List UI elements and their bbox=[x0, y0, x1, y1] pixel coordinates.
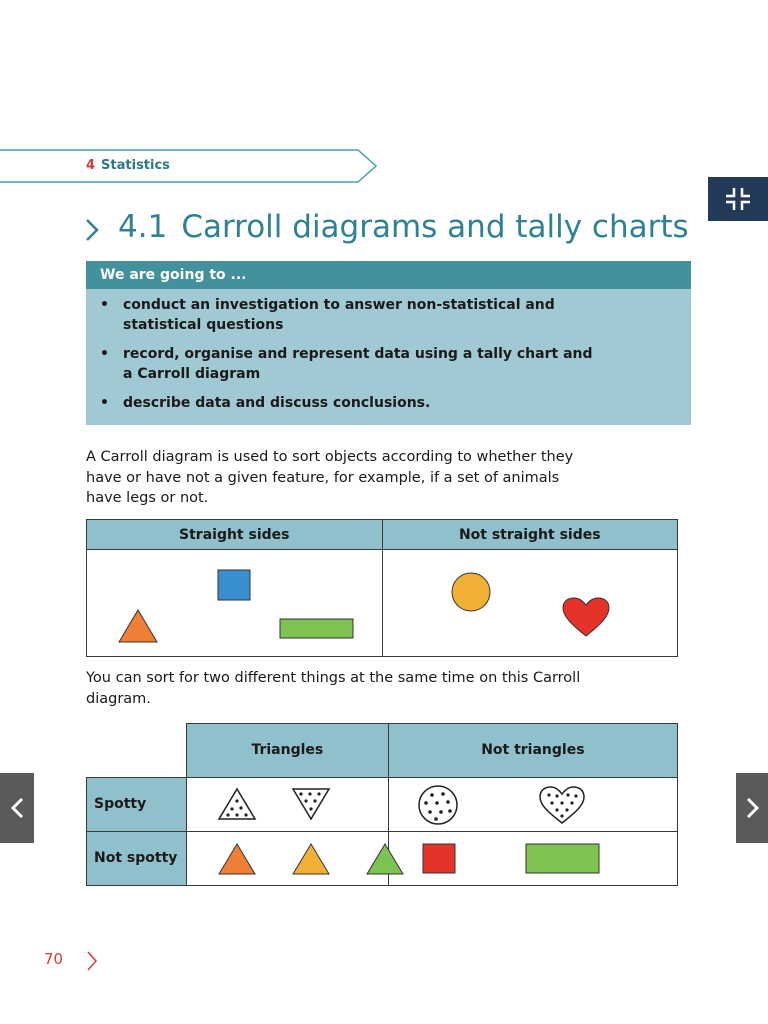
spotty-circle-shape bbox=[417, 785, 459, 825]
learning-goals-box bbox=[86, 261, 691, 425]
green-rectangle-shape bbox=[279, 618, 355, 640]
page-chevron-icon bbox=[86, 950, 98, 972]
cell-not-straight-sides bbox=[382, 550, 678, 657]
section-number: 4.1 bbox=[118, 209, 168, 245]
green-rectangle-shape bbox=[525, 843, 601, 875]
yellow-triangle-shape bbox=[291, 842, 331, 876]
chapter-tab-arrow-shape bbox=[0, 148, 380, 184]
row-header-not-spotty: Not spotty bbox=[87, 831, 187, 885]
second-paragraph: You can sort for two different things at the same time on this Carroll diagram. bbox=[86, 670, 581, 707]
red-square-shape bbox=[422, 843, 456, 875]
intro-paragraph: A Carroll diagram is used to sort objects according to whether they have or have not a given feature, for example, if a set of animals have legs or not. bbox=[86, 449, 574, 506]
column-header-triangles: Triangles bbox=[187, 724, 389, 778]
orange-triangle-shape bbox=[117, 608, 159, 644]
page-number: 70 bbox=[44, 950, 64, 968]
goal-item: • describe data and discuss conclusions. bbox=[86, 393, 593, 413]
carroll-diagram-two-criteria bbox=[86, 723, 678, 886]
carroll-diagram-sides bbox=[86, 519, 678, 657]
chapter-tab bbox=[0, 148, 380, 184]
chapter-number: 4 bbox=[86, 158, 96, 173]
section-heading bbox=[82, 207, 722, 251]
cell-straight-sides bbox=[87, 550, 383, 657]
spotty-triangle-shape bbox=[217, 787, 257, 821]
section-title: Carroll diagrams and tally charts bbox=[181, 209, 689, 245]
learning-goals-title: We are going to ... bbox=[86, 261, 691, 289]
next-page-button[interactable] bbox=[736, 773, 768, 843]
empty-corner-cell bbox=[87, 724, 187, 778]
chevron-left-icon bbox=[8, 797, 26, 819]
cell-not-spotty-triangles bbox=[187, 831, 389, 885]
column-header-straight-sides: Straight sides bbox=[87, 520, 383, 550]
spotty-heart-shape bbox=[538, 785, 586, 825]
blue-square-shape bbox=[217, 569, 251, 601]
spotty-inverted-triangle-shape bbox=[291, 787, 331, 821]
yellow-circle-shape bbox=[450, 571, 492, 613]
chevron-right-icon bbox=[744, 797, 762, 819]
red-heart-shape bbox=[561, 596, 611, 638]
cell-spotty-triangles bbox=[187, 777, 389, 831]
chevron-right-icon bbox=[84, 217, 100, 243]
learning-goals-list bbox=[86, 289, 691, 413]
goal-item: • record, organise and represent data using a tally chart and a Carroll diagram bbox=[86, 344, 593, 384]
orange-triangle-shape bbox=[217, 842, 257, 876]
previous-page-button[interactable] bbox=[0, 773, 34, 843]
row-header-spotty: Spotty bbox=[87, 777, 187, 831]
cell-spotty-not-triangles bbox=[388, 777, 677, 831]
column-header-not-straight-sides: Not straight sides bbox=[382, 520, 678, 550]
column-header-not-triangles: Not triangles bbox=[388, 724, 677, 778]
chapter-title: Statistics bbox=[101, 158, 170, 173]
cell-not-spotty-not-triangles bbox=[388, 831, 677, 885]
goal-item: • conduct an investigation to answer non-statistical and statistical questions bbox=[86, 295, 593, 335]
